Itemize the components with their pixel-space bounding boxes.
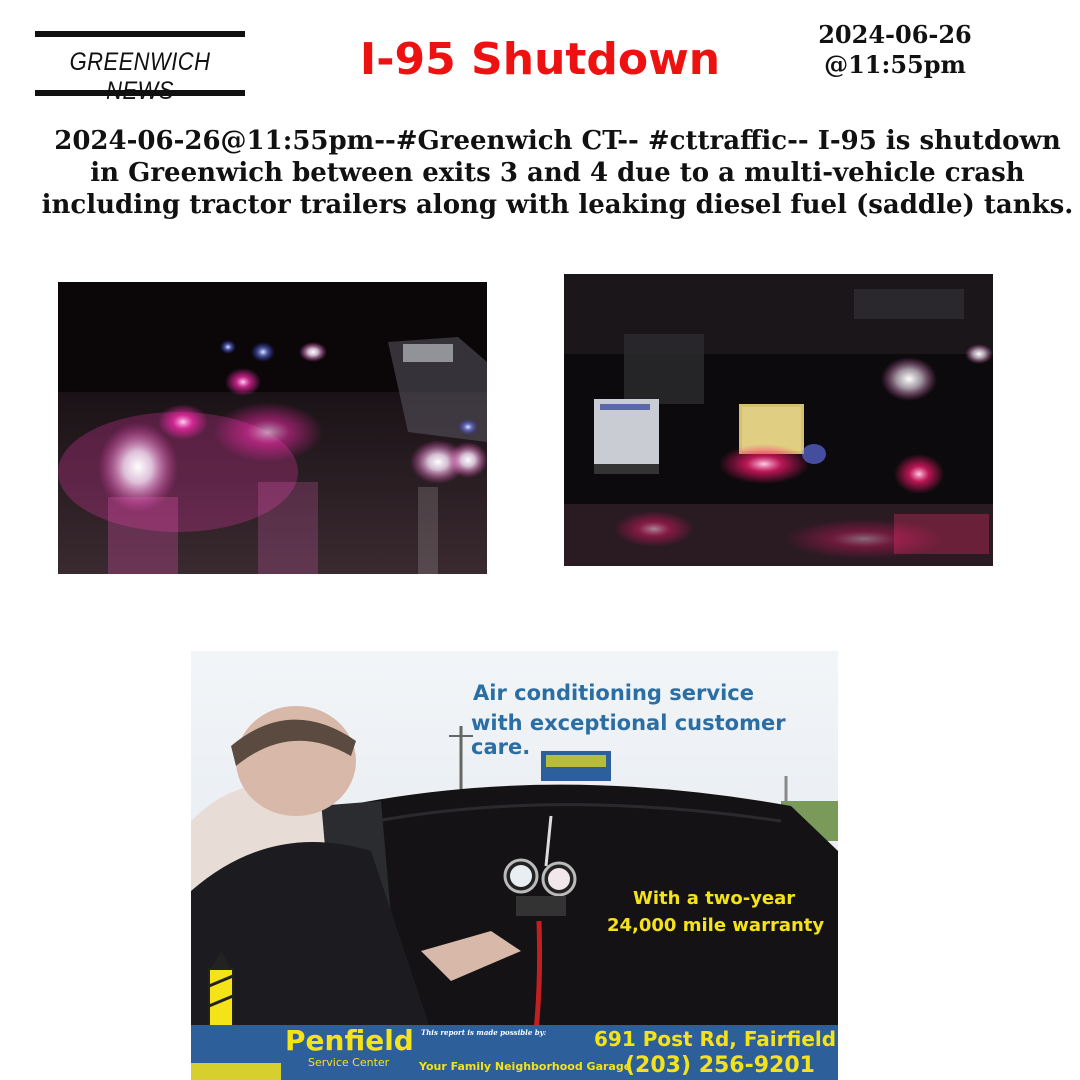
timestamp-date: 2024-06-26 [818, 20, 972, 49]
ad-address: 691 Post Rd, Fairfield [594, 1027, 837, 1051]
traffic-camera-photo-1 [58, 282, 487, 574]
timestamp [790, 20, 1000, 80]
ad-tagline: Your Family Neighborhood Garage [419, 1060, 632, 1073]
article-text: 2024-06-26@11:55pm--#Greenwich CT-- #cttraffic-- I-95 is shutdown in Greenwich between exits 3 and 4 due to a multi-vehicle crash including tractor trailers along with leaking diesel fuel (saddle) tanks. [41, 126, 1074, 220]
page-title: I-95 Shutdown [359, 34, 721, 85]
masthead-logo [35, 31, 245, 97]
traffic-camera-photo-2 [564, 274, 993, 566]
masthead-bottom-rule [35, 90, 245, 96]
ad-headline-line2: with exceptional customer care. [471, 711, 786, 759]
ad-sponsor-note: This report is made possible by: [421, 1028, 547, 1037]
ad-promo-line2: 24,000 mile warranty [607, 915, 825, 936]
masthead-name: GREENWICH [69, 48, 211, 76]
advertisement-banner[interactable] [191, 651, 838, 1080]
ad-promo-line1: With a two-year [633, 888, 796, 909]
masthead-top-rule [35, 31, 245, 37]
ad-brand-name: Penfield [285, 1024, 414, 1057]
timestamp-time: @11:55pm [824, 50, 966, 79]
ad-phone[interactable]: (203) 256-9201 [625, 1053, 815, 1078]
ad-headline-line1: Air conditioning service [473, 681, 754, 705]
ad-brand-subtitle: Service Center [308, 1056, 390, 1069]
